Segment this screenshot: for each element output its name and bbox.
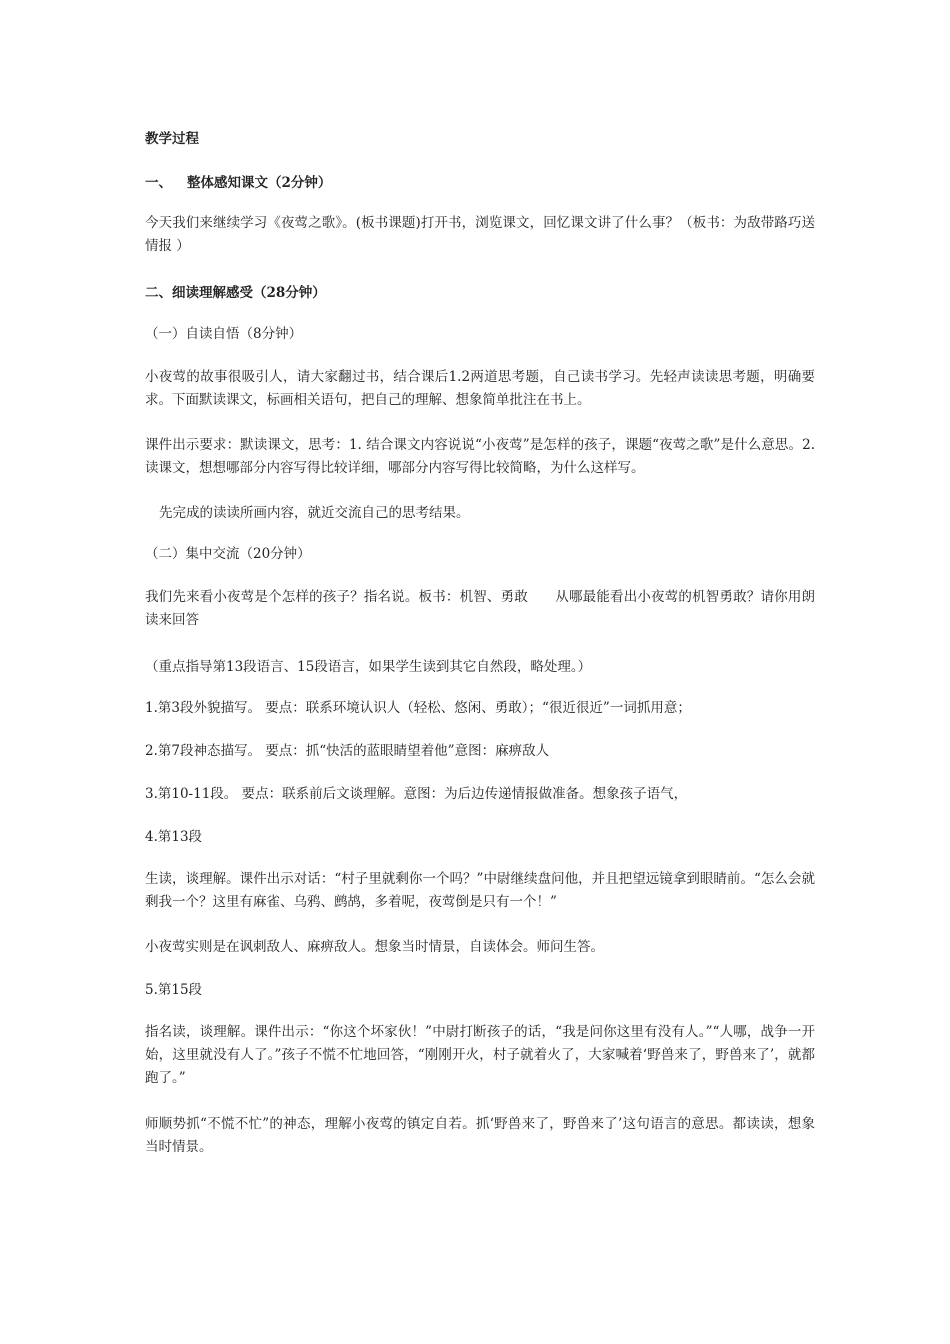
list-item-2: 2.第7段神态描写。 要点：抓“快活的蓝眼睛望着他”意图：麻痹敌人 <box>145 743 550 759</box>
list-item-5-paragraph-2: 师顺势抓“不慌不忙”的神态，理解小夜莺的镇定自若。抓‘野兽来了，野兽来了’这句语言的意思。都读读，想象当时情景。 <box>145 1116 815 1155</box>
section-1-heading <box>145 172 815 194</box>
subsection-2-paragraph-2: （重点指导第13段语言、15段语言，如果学生读到其它自然段，略处理。） <box>145 659 592 675</box>
subsection-2-paragraph-1: 我们先来看小夜莺是个怎样的孩子？指名说。板书：机智、勇敢 从哪最能看出小夜莺的机智勇敢？请你用朗读来回答 <box>145 589 815 628</box>
list-item-5: 5.第15段 <box>145 982 203 998</box>
section-1-body: 今天我们来继续学习《夜莺之歌》。(板书课题)打开书，浏览课文，回忆课文讲了什么事？（板书：为敌带路巧送情报 ） <box>145 215 815 254</box>
subsection-1-paragraph-3: 先完成的读读所画内容，就近交流自己的思考结果。 <box>159 505 470 521</box>
section-2-heading: 二、细读理解感受（28分钟） <box>145 285 326 301</box>
list-item-4-paragraph-1: 生读，谈理解。课件出示对话：“村子里就剩你一个吗？”中尉继续盘问他，并且把望远镜拿到眼睛前。“怎么会就剩我一个？这里有麻雀、乌鸦、鹧鸪，多着呢，夜莺倒是只有一个！” <box>145 871 815 910</box>
subsection-2-heading: （二）集中交流（20分钟） <box>145 546 311 562</box>
list-item-1: 1.第3段外貌描写。 要点：联系环境认识人（轻松、悠闲、勇敢）；“很近很近”一词抓用意； <box>145 700 691 716</box>
section-1-number: 一、 <box>145 175 172 191</box>
subsection-1-paragraph-2: 课件出示要求：默读课文，思考：1. 结合课文内容说说“小夜莺”是怎样的孩子，课题“夜莺之歌”是什么意思。2.读课文，想想哪部分内容写得比较详细，哪部分内容写得比较简略，为什么这样写。 <box>145 437 815 476</box>
subsection-1-paragraph-1: 小夜莺的故事很吸引人，请大家翻过书，结合课后1.2两道思考题，自己读书学习。先轻声读读思考题，明确要求。下面默读课文，标画相关语句，把自己的理解、想象简单批注在书上。 <box>145 369 815 408</box>
list-item-4-paragraph-2: 小夜莺实则是在讽刺敌人、麻痹敌人。想象当时情景，自读体会。师问生答。 <box>145 939 604 955</box>
list-item-4: 4.第13段 <box>145 829 203 845</box>
list-item-3: 3.第10-11段。 要点：联系前后文谈理解。意图：为后边传递情报做准备。想象孩子语气， <box>145 786 688 802</box>
subsection-1-heading: （一）自读自悟（8分钟） <box>145 326 303 342</box>
section-1-heading-text: 整体感知课文（2分钟） <box>187 175 332 191</box>
document-title: 教学过程 <box>145 131 199 147</box>
list-item-5-paragraph-1: 指名读，谈理解。课件出示：“你这个坏家伙！”中尉打断孩子的话，“我是问你这里有没有人。”“人哪，战争一开始，这里就没有人了。”孩子不慌不忙地回答，“刚刚开火，村子就着火了，大家喊着‘野兽来了，野兽来了’，就都跑了。” <box>145 1024 815 1086</box>
